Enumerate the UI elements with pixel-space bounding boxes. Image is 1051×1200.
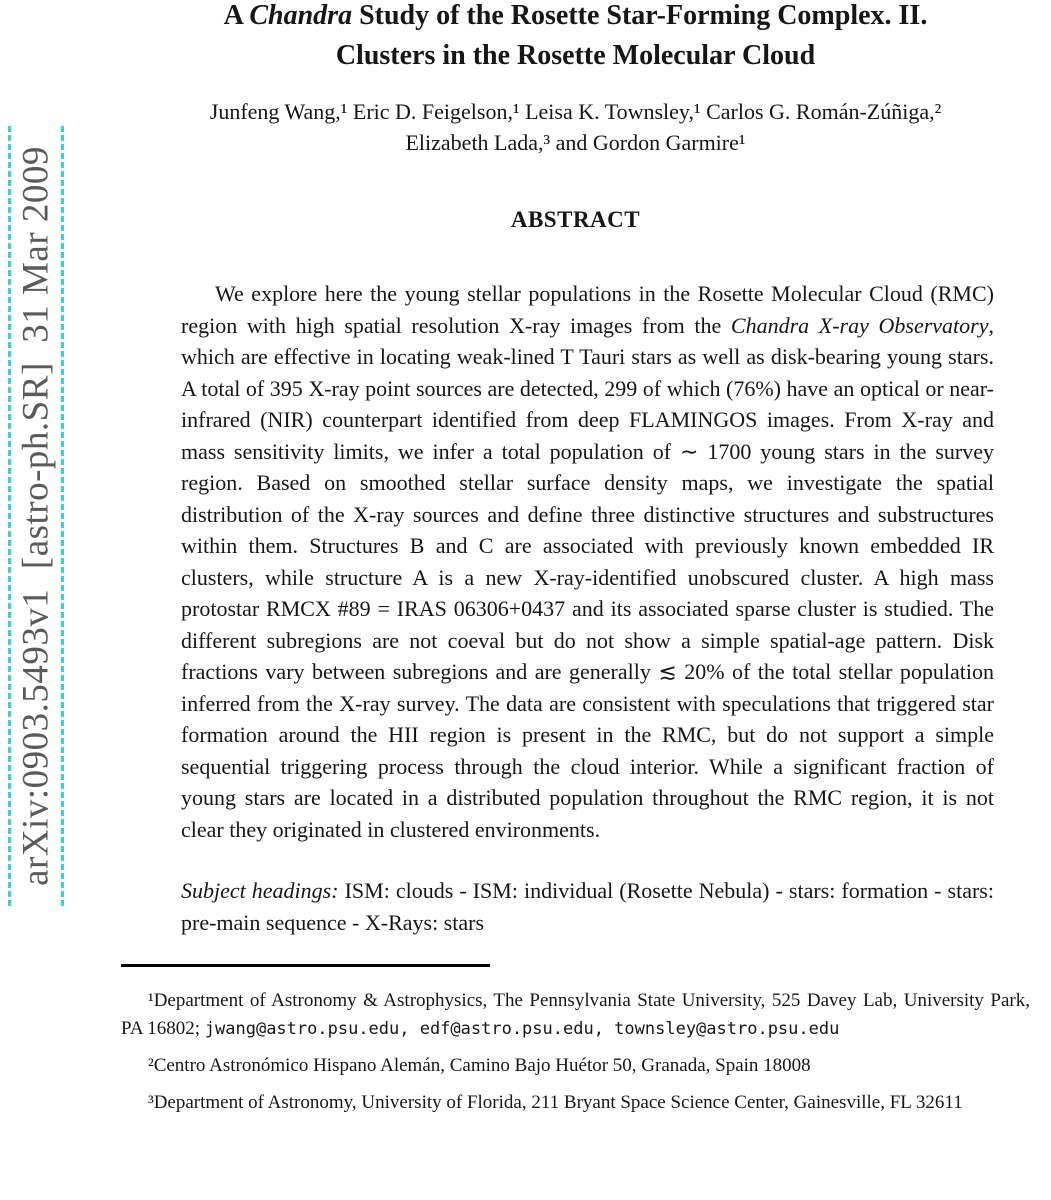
author-list [121,96,1030,158]
abstract-section [181,278,994,845]
page-title [121,0,1030,76]
footnote-1: ¹Department of Astronomy & Astrophysics, The Pennsylvania State University, 525 Davey Lab, University Park, PA 16802; jwang@astro.psu.edu, edf@astro.psu.edu, townsley@astro.psu.edu [121,990,1030,1039]
abstract-heading: ABSTRACT [510,207,641,232]
footnote-divider [121,964,490,967]
title-line-1: A Chandra Study of the Rosette Star-Forming Complex. II. [223,0,928,31]
footnote-2: ²Centro Astronómico Hispano Alemán, Camino Bajo Huétor 50, Granada, Spain 18008 [148,1055,811,1076]
title-line-2: Clusters in the Rosette Molecular Cloud [335,40,816,71]
author-line-2: Elizabeth Lada,³ and Gordon Garmire¹ [405,130,746,155]
arxiv-identifier-text: arXiv:0903.5493v1 [astro-ph.SR] 31 Mar 2009 [15,146,57,886]
paper-content [121,0,1030,1126]
author-line-1: Junfeng Wang,¹ Eric D. Feigelson,¹ Leisa K. Townsley,¹ Carlos G. Román-Zúñiga,² [209,99,942,124]
footnote-3: ³Department of Astronomy, University of Florida, 211 Bryant Space Science Center, Gainesville, FL 32611 [148,1092,963,1113]
footnotes-section [121,987,1030,1117]
arxiv-watermark [8,126,64,906]
abstract-text: We explore here the young stellar populations in the Rosette Molecular Cloud (RMC) region with high spatial resolution X-ray images from the Chandra X-ray Observatory, which are effective in locating weak-lined T Tauri stars as well as disk-bearing young stars. A total of 395 X-ray point sources are detected, 299 of which (76%) have an optical or near-infrared (NIR) counterpart identified from deep FLAMINGOS images. From X-ray and mass sensitivity limits, we infer a total population of ∼ 1700 young stars in the survey region. Based on smoothed stellar surface density maps, we investigate the spatial distribution of the X-ray sources and define three distinctive structures and substructures within them. Structures B and C are associated with previously known embedded IR clusters, while structure A is a new X-ray-identified unobscured cluster. A high mass protostar RMCX #89 = IRAS 06306+0437 and its associated sparse cluster is studied. The different subregions are not coeval but do not show a simple spatial-age pattern. Disk fractions vary between subregions and are generally ≲ 20% of the total stellar population inferred from the X-ray survey. The data are consistent with speculations that triggered star formation around the HII region is present in the RMC, but do not support a simple sequential triggering process through the cloud interior. While a significant fraction of young stars are located in a distributed population throughout the RMC region, it is not clear they originated in clustered environments. [181,281,994,842]
subject-headings: Subject headings: ISM: clouds - ISM: individual (Rosette Nebula) - stars: formation - stars: pre-main sequence - X-Rays: stars [181,878,994,935]
